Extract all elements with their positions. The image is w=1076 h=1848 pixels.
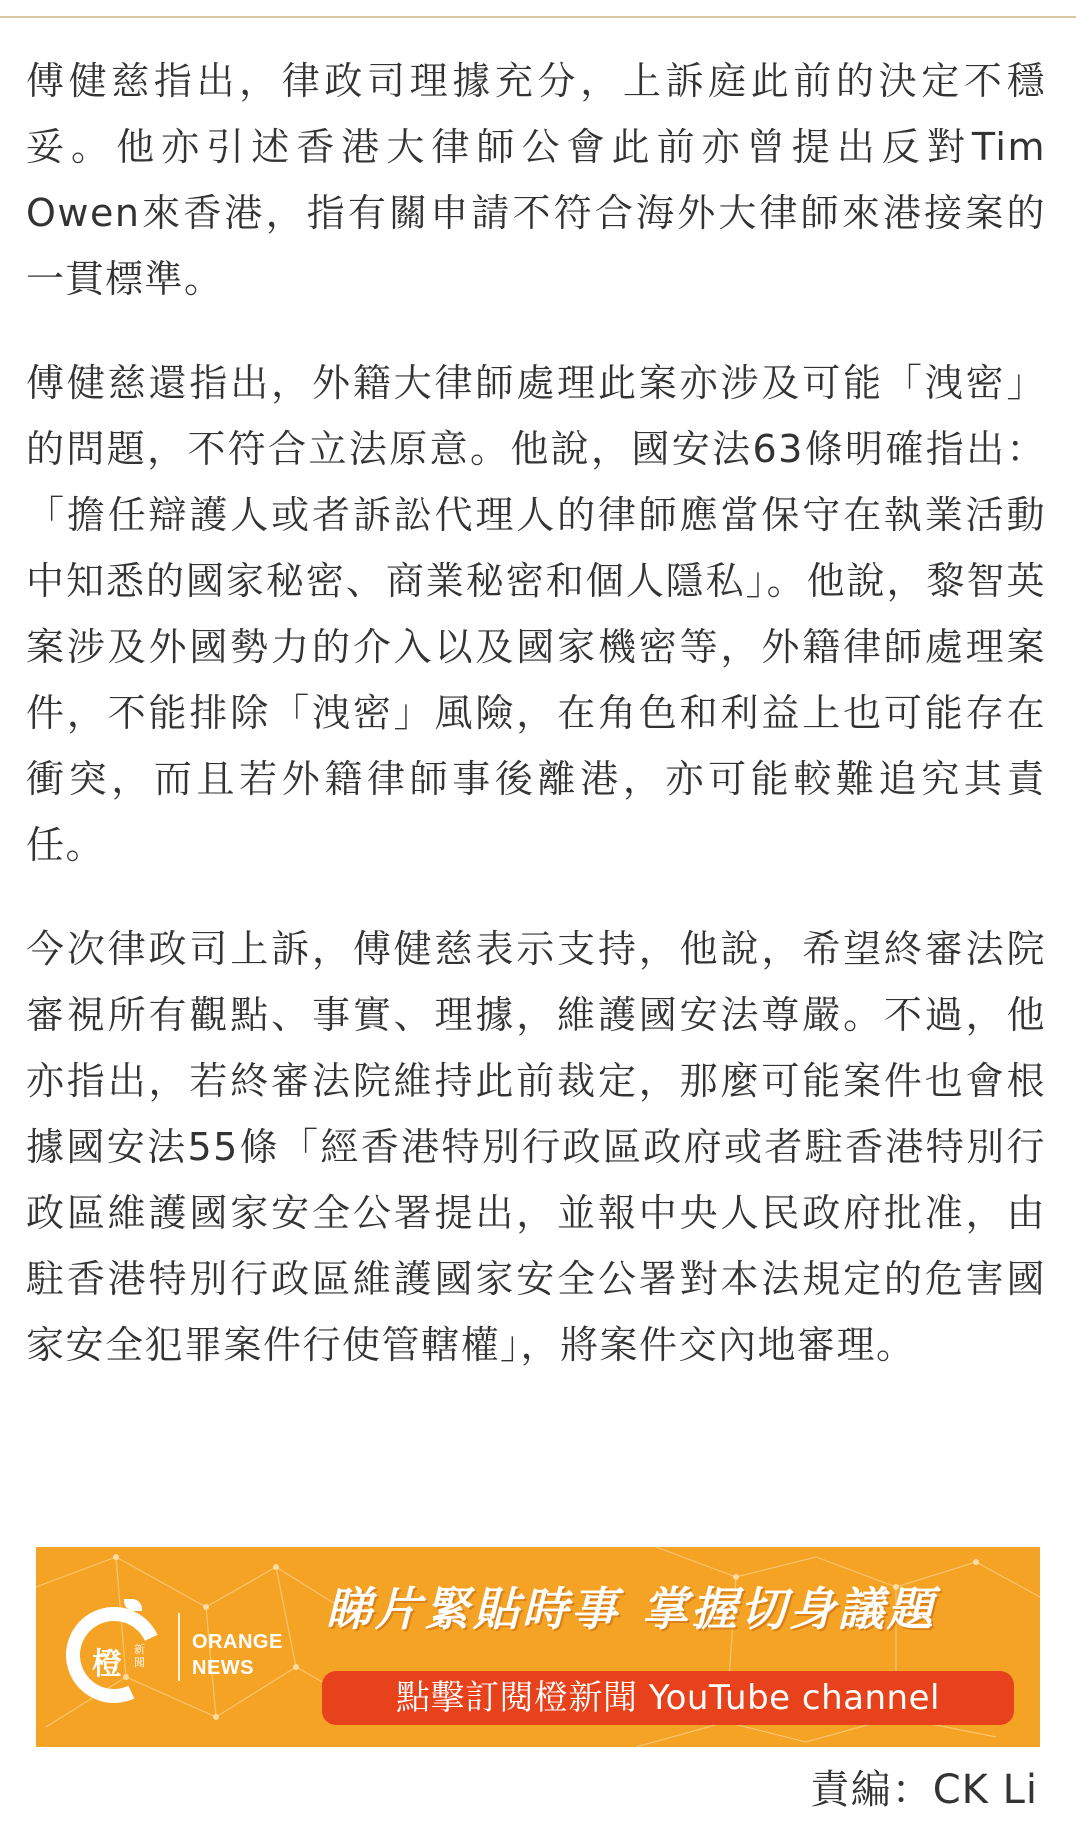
headline-part-1: 睇片緊貼時事 xyxy=(326,1582,620,1636)
article-paragraph: 傅健慈還指出，外籍大律師處理此案亦涉及可能「洩密」的問題，不符合立法原意。他說，國安法63條明確指出：「擔任辯護人或者訴訟代理人的律師應當保守在執業活動中知悉的國家秘密、商業秘密和個人隱私」。他說，黎智英案涉及外國勢力的介入以及國家機密等，外籍律師處理案件，不能排除「洩密」風險，在角色和利益上也可能存在衝突，而且若外籍律師事後離港，亦可能較難追究其責任。 xyxy=(26,361,1046,867)
article-paragraph: 傅健慈指出，律政司理據充分，上訴庭此前的決定不穩妥。他亦引述香港大律師公會此前亦曾提出反對Tim Owen來香港，指有關申請不符合海外大律師來港接案的一貫標準。 xyxy=(26,59,1046,301)
logo-divider xyxy=(178,1613,180,1681)
top-divider xyxy=(0,16,1076,18)
youtube-subscribe-banner[interactable] xyxy=(36,1547,1040,1747)
article-paragraph: 今次律政司上訴，傅健慈表示支持，他說，希望終審法院審視所有觀點、事實、理據，維護國安法尊嚴。不過，他亦指出，若終審法院維持此前裁定，那麼可能案件也會根據國安法55條「經香港特別行政區政府或者駐香港特別行政區維護國家安全公署提出，並報中央人民政府批准，由駐香港特別行政區維護國家安全公署對本法規定的危害國家安全犯罪案件行使管轄權」，將案件交內地審理。 xyxy=(26,927,1046,1367)
headline-part-2: 掌握切身議題 xyxy=(642,1582,936,1636)
subscribe-youtube-button[interactable]: 點擊訂閱橙新聞 YouTube channel xyxy=(322,1671,1014,1725)
article-body xyxy=(26,48,1046,1416)
editor-credit: 責編：CK Li xyxy=(809,1767,1038,1813)
brand-name xyxy=(192,1629,283,1681)
orange-news-logo-icon xyxy=(66,1599,176,1699)
banner-headline xyxy=(326,1573,936,1639)
logo-subtext: 新聞 xyxy=(134,1643,145,1669)
logo-character: 橙 xyxy=(92,1647,122,1682)
brand-line-1: ORANGE xyxy=(192,1631,283,1653)
brand-line-2: NEWS xyxy=(192,1657,254,1679)
